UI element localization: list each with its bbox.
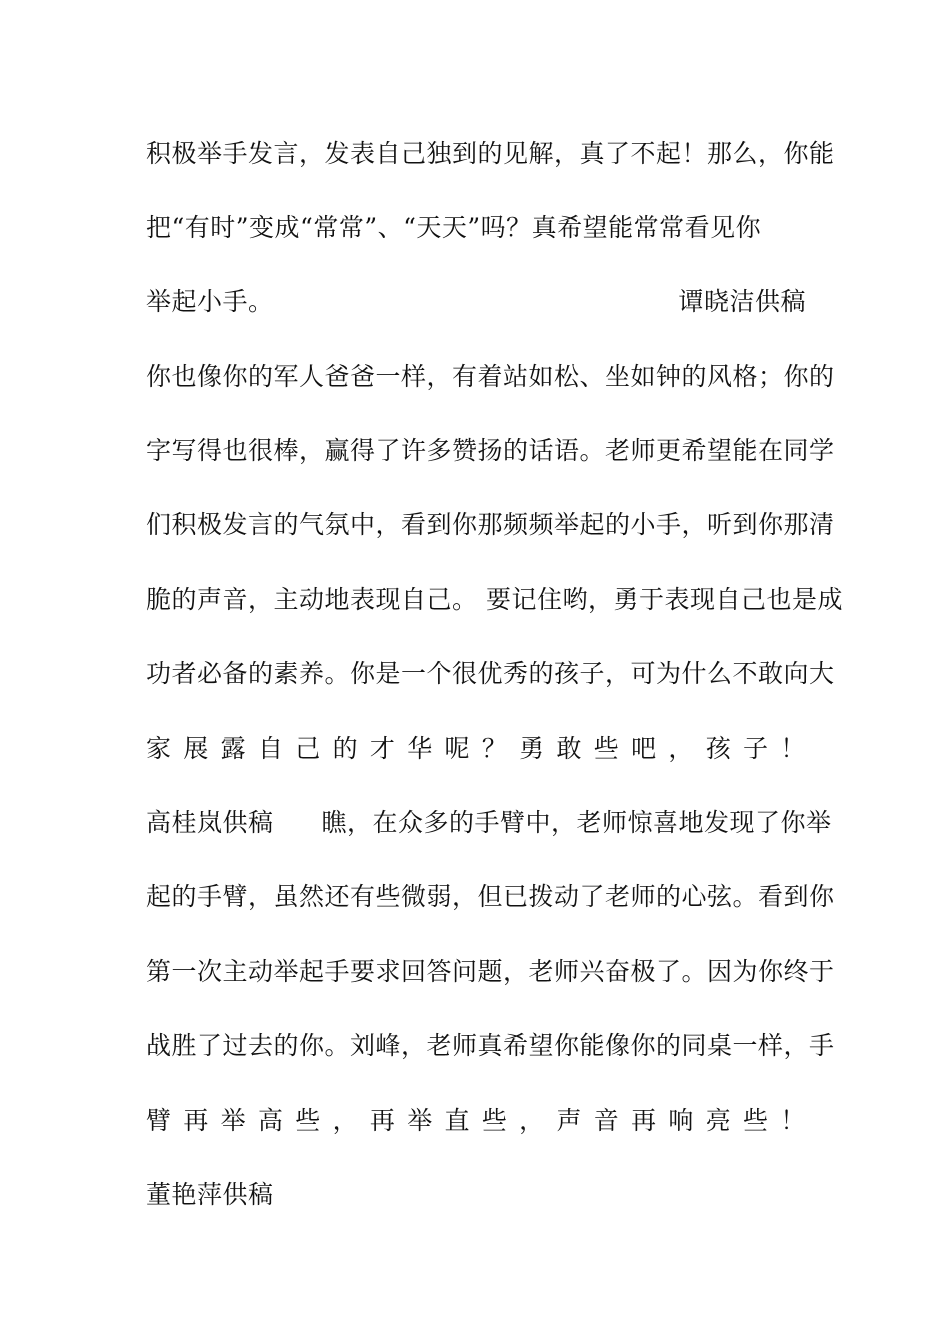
justified-char: 高 — [257, 1106, 284, 1135]
text-line-3 — [146, 282, 806, 322]
text-line-8: 功者必备的素养。你是一个很优秀的孩子，可为什么不敢向大 — [146, 659, 835, 688]
justified-char: ， — [332, 1106, 359, 1135]
justified-char: 直 — [444, 1106, 471, 1135]
text-line-4: 你也像你的军人爸爸一样，有着站如松、坐如钟的风格；你的 — [146, 362, 835, 391]
justified-char: 举 — [407, 1106, 433, 1135]
justified-char: 再 — [369, 1106, 396, 1135]
justified-char: 才 — [369, 734, 396, 763]
text-line-2: 把“有时”变成“常常”、“天天”吗？真希望能常常看见你 — [146, 213, 762, 242]
text-line-14-justified — [146, 1101, 806, 1141]
justified-char: 臂 — [146, 1106, 172, 1135]
text-line-6: 们积极发言的气氛中，看到你那频频举起的小手，听到你那清 — [146, 510, 835, 539]
justified-char: 响 — [668, 1106, 694, 1135]
text-line-9-justified — [146, 729, 806, 769]
justified-char: 华 — [407, 734, 433, 763]
justified-char: ！ — [780, 1106, 806, 1135]
justified-char: 露 — [220, 734, 247, 763]
justified-char: 声 — [556, 1106, 582, 1135]
author-credit-tan: 谭晓洁供稿 — [678, 287, 806, 316]
text-line-10 — [146, 803, 832, 843]
justified-char: 呢 — [444, 734, 471, 763]
justified-char: ！ — [780, 734, 806, 763]
justified-char: 展 — [183, 734, 209, 763]
justified-char: 再 — [631, 1106, 657, 1135]
justified-char: 吧 — [631, 734, 657, 763]
justified-char: 些 — [295, 1106, 321, 1135]
justified-char: ， — [668, 734, 694, 763]
justified-char: 些 — [481, 1106, 508, 1135]
justified-char: 孩 — [705, 734, 732, 763]
text-line-12: 第一次主动举起手要求回答问题，老师兴奋极了。因为你终于 — [146, 957, 835, 986]
author-credit-dong: 董艳萍供稿 — [146, 1180, 274, 1209]
justified-char: 自 — [257, 734, 284, 763]
justified-char: 勇 — [519, 734, 545, 763]
justified-char: 再 — [183, 1106, 209, 1135]
justified-char: 的 — [332, 734, 359, 763]
justified-char: 子 — [743, 734, 769, 763]
justified-char: 音 — [593, 1106, 620, 1135]
justified-char: 家 — [146, 734, 172, 763]
justified-char: ？ — [481, 734, 508, 763]
justified-char: 些 — [593, 734, 620, 763]
text-line-5: 字写得也很棒，赢得了许多赞扬的话语。老师更希望能在同学 — [146, 436, 835, 465]
justified-char: 敢 — [556, 734, 582, 763]
justified-char: 举 — [220, 1106, 247, 1135]
justified-char: 己 — [295, 734, 321, 763]
justified-char: 些 — [743, 1106, 769, 1135]
justified-char: ， — [519, 1106, 545, 1135]
justified-char: 亮 — [705, 1106, 732, 1135]
paragraph-ending: 举起小手。 — [146, 287, 274, 316]
author-credit-gao: 高桂岚供稿 — [146, 808, 274, 837]
text-line-11: 起的手臂，虽然还有些微弱，但已拨动了老师的心弦。看到你 — [146, 882, 835, 911]
text-line-13: 战胜了过去的你。刘峰，老师真希望你能像你的同桌一样，手 — [146, 1031, 835, 1060]
text-line-1: 积极举手发言，发表自己独到的见解，真了不起！那么，你能 — [146, 139, 835, 168]
text-line-7: 脆的声音，主动地表现自己。 要记住哟，勇于表现自己也是成 — [146, 585, 843, 614]
paragraph-start: 瞧，在众多的手臂中，老师惊喜地发现了你举 — [321, 808, 832, 837]
